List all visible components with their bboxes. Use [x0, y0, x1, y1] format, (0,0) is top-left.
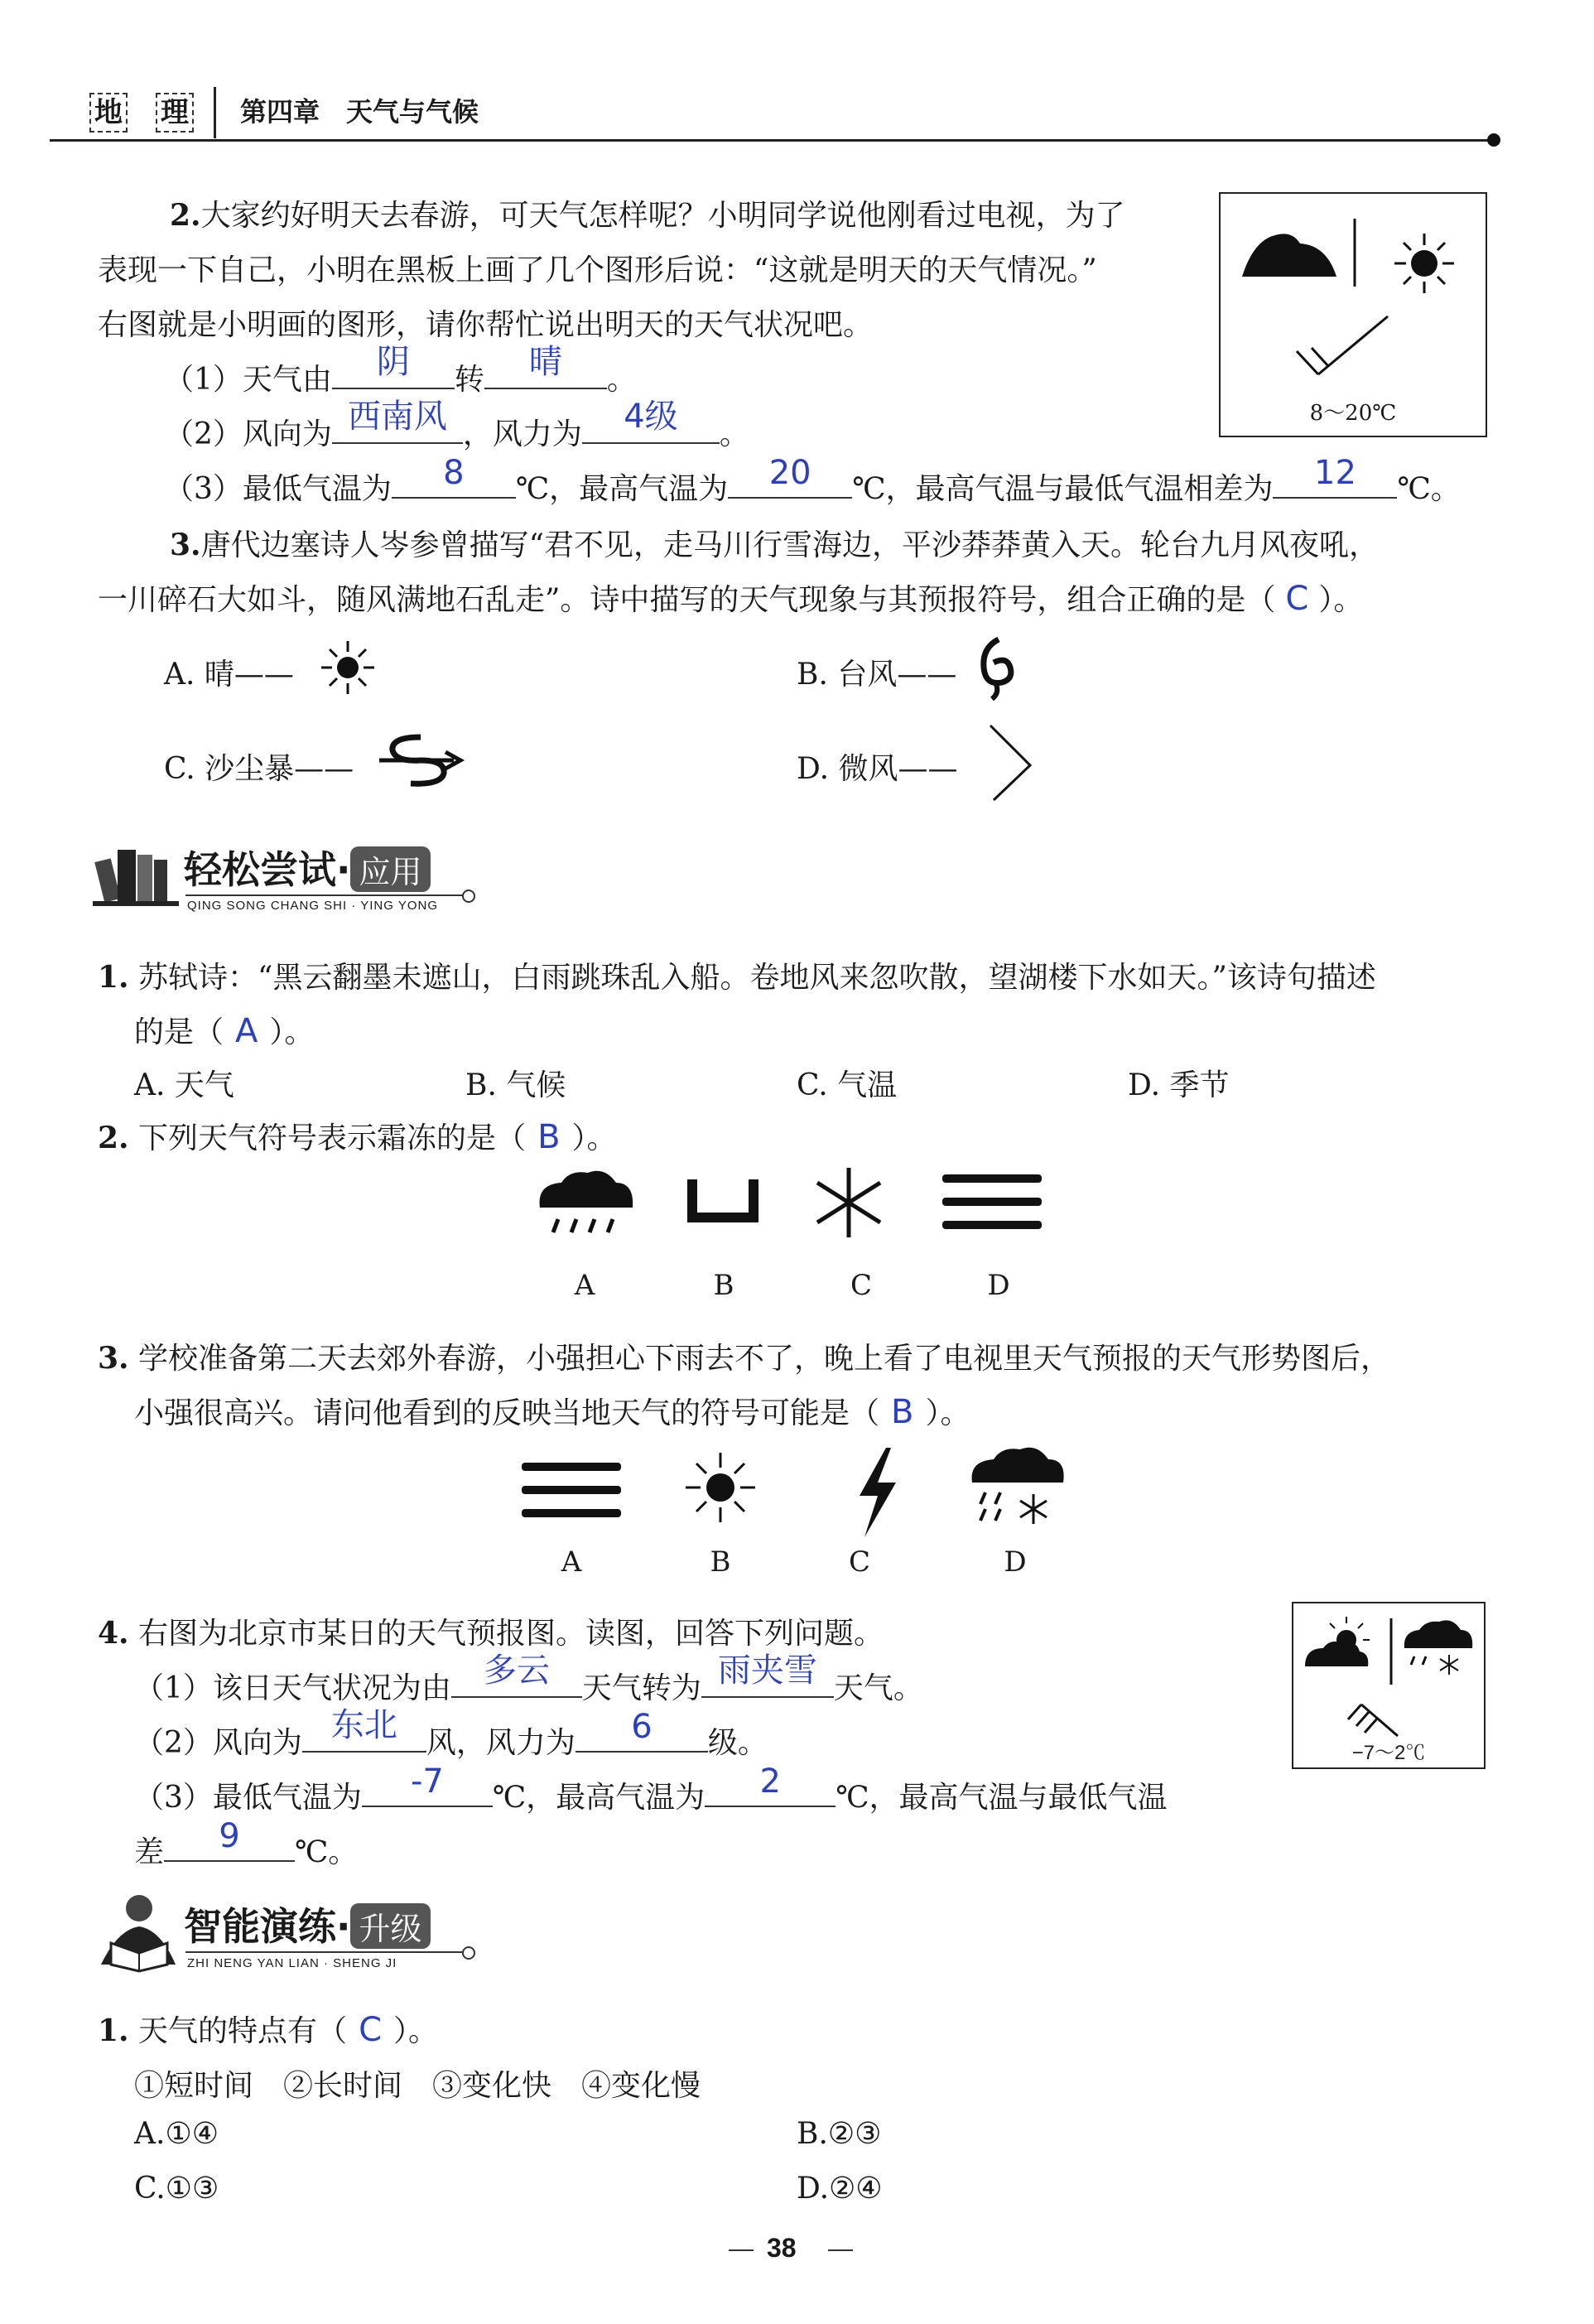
s2q1-option-d: D.②④ — [797, 2172, 883, 2206]
sunny-icon — [1394, 234, 1454, 293]
s1q2-label-b: B — [713, 1269, 734, 1302]
s2q1-items: ①短时间 ②长时间 ③变化快 ④变化慢 — [134, 2069, 701, 2103]
q2-part3: （3）最低气温为 8 ℃，最高气温为 20 ℃，最高气温与最低气温相差为 12 ℃。 — [164, 454, 1461, 506]
q2-temp-label: 8～20℃ — [1309, 401, 1397, 426]
s1q4-line1: 4. 右图为北京市某日的天气预报图。读图，回答下列问题。 — [98, 1616, 884, 1651]
typhoon-symbol-icon — [970, 634, 1020, 701]
footer-dash-right — [828, 2249, 853, 2251]
chapter-title: 第四章 天气与气候 — [240, 96, 479, 128]
s1q2-line: 2. 下列天气符号表示霜冻的是（ B ）。 — [98, 1118, 617, 1156]
answer-min-temp: 8 — [443, 454, 465, 492]
header-rule-dot — [1487, 133, 1500, 147]
section1-pinyin: QING SONG CHANG SHI · YING YONG — [187, 899, 438, 913]
wind-barb-icon — [1297, 316, 1388, 374]
answer-wind-force: 4级 — [624, 398, 678, 436]
s1q1-option-d: D. 季节 — [1128, 1068, 1230, 1102]
q3-option-d: D. 微风—— — [797, 752, 958, 786]
answer-wind-direction: 西南风 — [347, 398, 447, 436]
s1q4-weather-map — [1292, 1602, 1486, 1769]
s1q2-symbols — [530, 1168, 1060, 1267]
q2-line3: 右图就是小明画的图形，请你帮忙说出明天的天气状况吧。 — [98, 308, 874, 342]
fog-symbol-icon — [522, 1463, 621, 1517]
s1q2-label-c: C — [850, 1269, 872, 1302]
q3-option-b: B. 台风—— — [797, 658, 957, 692]
q3-option-a: A. 晴—— — [164, 658, 294, 692]
q2-line2: 表现一下自己，小明在黑板上画了几个图形后说：“这就是明天的天气情况。” — [98, 253, 1097, 287]
page-number: 38 — [767, 2233, 797, 2263]
s1q3-line1: 3. 学校准备第二天去郊外春游，小强担心下雨去不了，晚上看了电视里天气预报的天气形势图后， — [98, 1341, 1391, 1376]
sleet-symbol-icon — [972, 1448, 1064, 1524]
s1q2-label-d: D — [987, 1269, 1010, 1302]
answer-weather-from: 阴 — [376, 343, 410, 381]
sandstorm-symbol-icon — [374, 727, 465, 793]
breeze-symbol-icon — [982, 722, 1040, 803]
s1q3-label-d: D — [1004, 1545, 1027, 1579]
rain-symbol-icon — [540, 1171, 633, 1232]
section2-underline — [185, 1951, 467, 1953]
q2-weather-map — [1219, 192, 1487, 437]
answer-weather-to: 晴 — [528, 343, 562, 381]
s1q3-label-a: A — [561, 1545, 582, 1579]
q2-part1: （1）天气由 阴 转 晴 。 — [164, 356, 637, 398]
s1q1-line1: 1. 苏轼诗：“黑云翻墨未遮山，白雨跳珠乱入船。卷地风来忽吹散，望湖楼下水如天。”该诗句描述 — [98, 960, 1376, 995]
snow-symbol-icon — [817, 1168, 880, 1237]
s1q1-option-b: B. 气候 — [465, 1068, 566, 1102]
subject-box-2: 理 — [156, 93, 194, 133]
s1q2-answer: B — [537, 1118, 561, 1156]
section2-pinyin: ZHI NENG YAN LIAN · SHENG JI — [187, 1956, 397, 1970]
s1q1-line2: 的是（ A ）。 — [134, 1012, 315, 1050]
section2-dot — [462, 1946, 475, 1960]
s1q1-option-c: C. 气温 — [797, 1068, 898, 1102]
q3-line1: 3.唐代边塞诗人岑参曾描写“君不见，走马川行雪海边，平沙莽莽黄入天。轮台九月风夜吼， — [170, 528, 1379, 562]
books-icon — [93, 835, 184, 908]
s1q3-label-b: B — [710, 1545, 731, 1579]
fog-symbol-icon — [942, 1174, 1042, 1229]
s2q1-option-c: C.①③ — [134, 2172, 219, 2206]
answer-min-temp: -7 — [410, 1762, 444, 1801]
s1q1-option-a: A. 天气 — [134, 1068, 234, 1102]
frost-symbol-icon — [692, 1179, 754, 1217]
thunder-symbol-icon — [860, 1448, 896, 1537]
s1q1-answer: A — [235, 1012, 258, 1050]
s1q3-label-c: C — [848, 1545, 870, 1579]
sunny-symbol-icon — [686, 1453, 755, 1522]
s1q3-symbols — [522, 1444, 1068, 1544]
s1q3-line2: 小强很高兴。请问他看到的反映当地天气的符号可能是（ B ）。 — [134, 1393, 970, 1431]
s1q3-answer: B — [891, 1393, 914, 1431]
answer-temp-diff: 9 — [219, 1817, 240, 1855]
s1q4-part2: （2）风向为 东北 风，风力为 6 级。 — [134, 1719, 768, 1762]
reading-figure-icon — [93, 1890, 184, 1973]
answer-weather-from: 多云 — [483, 1651, 550, 1690]
q2-line1: 2.大家约好明天去春游，可天气怎样呢？小明同学说他刚看过电视，为了 — [170, 198, 1125, 233]
section2-badge: 升级 — [350, 1903, 430, 1949]
subject-box-1: 地 — [89, 93, 128, 133]
q3-line2: 一川碎石大如斗，随风满地石乱走”。诗中描写的天气现象与其预报符号，组合正确的是（ C ）。 — [98, 580, 1364, 618]
s1q4-part3: （3）最低气温为 -7 ℃，最高气温为 2 ℃，最高气温与最低气温 — [134, 1762, 1168, 1815]
s1q2-label-a: A — [574, 1269, 595, 1302]
answer-weather-to: 雨夹雪 — [717, 1651, 817, 1690]
s1q4-part1: （1）该日天气状况为由 多云 天气转为 雨夹雪 天气。 — [134, 1665, 923, 1707]
section2-title: 智能演练· 升级 — [184, 1897, 431, 1951]
overcast-icon — [1242, 234, 1336, 277]
q3-answer: C — [1285, 580, 1309, 618]
s2q1-line: 1. 天气的特点有（ C ）。 — [98, 2011, 439, 2049]
answer-max-temp: 2 — [759, 1762, 781, 1801]
s2q1-option-b: B.②③ — [797, 2117, 882, 2151]
q2-part2: （2）风向为 西南风 ，风力为 4级 。 — [164, 411, 749, 453]
section1-underline — [185, 894, 467, 896]
sleet-icon — [1404, 1620, 1472, 1675]
header-divider — [214, 87, 216, 138]
s1q4-part3-cont: 差 9 ℃。 — [134, 1817, 359, 1869]
answer-wind-direction: 东北 — [330, 1706, 397, 1744]
answer-max-temp: 20 — [768, 454, 811, 492]
section1-dot — [462, 890, 475, 903]
partly-cloudy-icon — [1305, 1617, 1370, 1666]
s2q1-answer: C — [359, 2011, 382, 2049]
q3-option-c: C. 沙尘暴—— — [164, 752, 354, 786]
footer-dash-left — [729, 2249, 754, 2251]
answer-temp-diff: 12 — [1314, 454, 1356, 492]
wind-barb-icon — [1348, 1704, 1398, 1736]
s2q1-option-a: A.①④ — [134, 2117, 219, 2151]
header-rule — [50, 139, 1495, 142]
answer-wind-force: 6 — [631, 1708, 653, 1746]
section1-badge: 应用 — [350, 846, 430, 892]
section1-title: 轻松尝试· 应用 — [184, 840, 431, 894]
s1q4-temp-label: −7～2℃ — [1351, 1742, 1426, 1764]
sunny-symbol-icon — [315, 638, 381, 697]
